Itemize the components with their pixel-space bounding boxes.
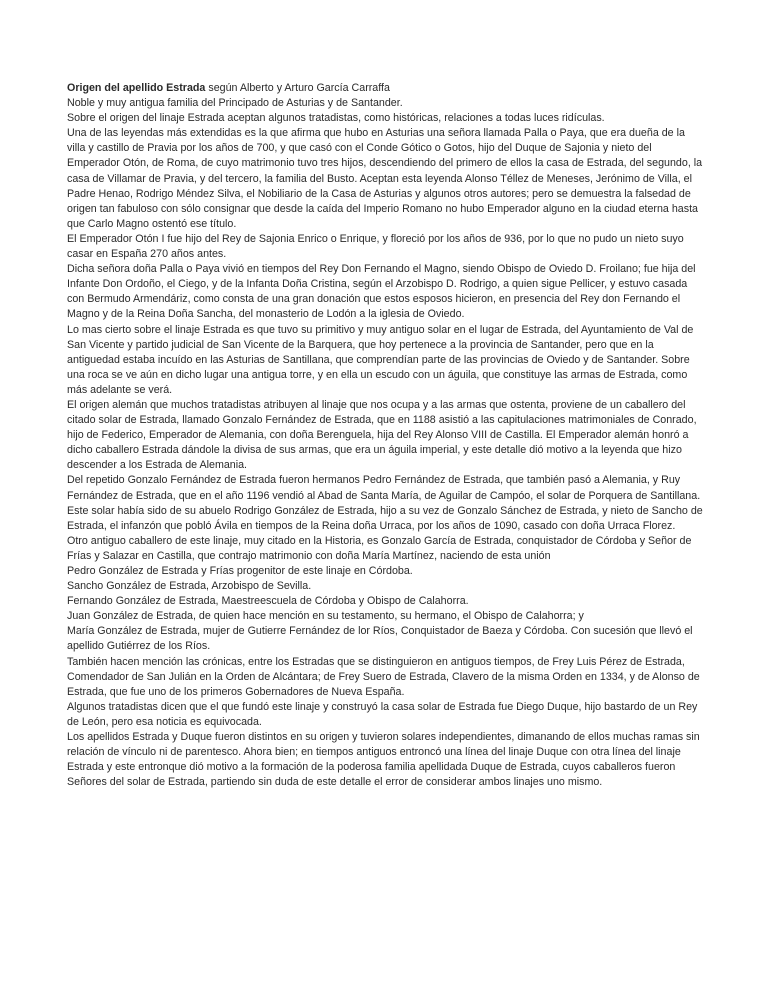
paragraph: Fernando González de Estrada, Maestreescuela de Córdoba y Obispo de Calahorra.: [67, 595, 469, 608]
document-heading: [67, 81, 703, 96]
paragraph: También hacen mención las crónicas, entre los Estradas que se distinguieron en antiguos tiempos, de Frey Luis Pérez de Estrada, Comendador de San Julián en la Orden de Alcántara; de Frey Suero de Estrada, Clavero de la misma Orden en 1334, y de Alonso de Estrada, que fue uno de los primeros Gobernadores de Nueva España.: [67, 655, 700, 698]
paragraph: Del repetido Gonzalo Fernández de Estrada fueron hermanos Pedro Fernández de Estrada, que también pasó a Alemania, y Ruy Fernández de Estrada, que en el año 1196 vendió al Abad de Santa María, de Aguilar de Campóo, el solar de Porquera de Santillana. Este solar había sido de su abuelo Rodrigo González de Estrada, hijo a su vez de Gonzalo Sánchez de Estrada, y nieto de Sancho de Estrada, el infanzón que pobló Ávila en tiempos de la Reina doña Urraca, por los años de 1090, casado con doña Urraca Florez.: [67, 474, 703, 532]
paragraph: Dicha señora doña Palla o Paya vivió en tiempos del Rey Don Fernando el Magno, siendo Obispo de Oviedo D. Froilano; fue hija del Infante Don Ordoño, el Ciego, y de la Infanta Doña Cristina, según el Arzobispo D. Rodrigo, a quien sigue Pellicer, y estuvo casada con Bermudo Armendáriz, como consta de una gran donación que estos esposos hicieron, en presencia del Rey don Fernando el Magno y de la Reina Doña Sancha, del monasterio de Lodón a la iglesia de Oviedo.: [67, 263, 696, 321]
paragraph: Sancho González de Estrada, Arzobispo de Sevilla.: [67, 580, 312, 593]
paragraph: María González de Estrada, mujer de Gutierre Fernández de lor Ríos, Conquistador de Baeza y Córdoba. Con sucesión que llevó el apellido Gutiérrez de los Ríos.: [67, 625, 693, 653]
paragraph: Lo mas cierto sobre el linaje Estrada es que tuvo su primitivo y muy antiguo solar en el lugar de Estrada, del Ayuntamiento de Val de San Vicente y partido judicial de San Vicente de la Barquera, que hoy pertenece a la provincia de Santander, pero que en la antiguedad estaba incuído en las Asturias de Santillana, que comprendían parte de las provincias de Oviedo y de Santander. Sobre una roca se ve aún en dicho lugar una antigua torre, y en ella un escudo con un águila, que constituye las armas de Estrada, como más adelante se verá.: [67, 323, 694, 396]
paragraph: Juan González de Estrada, de quien hace mención en su testamento, su hermano, el Obispo de Calahorra; y: [67, 610, 584, 623]
paragraph: El origen alemán que muchos tratadistas atribuyen al linaje que nos ocupa y a las armas que ostenta, proviene de un caballero del citado solar de Estrada, llamado Gonzalo Fernández de Estrada, que en 1188 asistió a las capitulaciones matrimoniales de Conrado, hijo de Federico, Emperador de Alemania, con doña Berenguela, hija del Rey Alonso VIII de Castilla. El Emperador alemán honró a dicho caballero Estrada dándole la divisa de sus armas, que era un águila imperial, y este detalle dió motivo a la leyenda que hizo descender a los Estrada de Alemania.: [67, 398, 697, 472]
paragraph: El Emperador Otón I fue hijo del Rey de Sajonia Enrico o Enrique, y floreció por los años de 936, por lo que no pudo un nieto suyo casar en España 270 años antes.: [67, 232, 684, 261]
paragraph: Sobre el origen del linaje Estrada aceptan algunos tratadistas, como históricas, relaciones a todas luces ridículas.: [67, 112, 605, 125]
heading-attribution: según Alberto y Arturo García Carraffa: [205, 82, 390, 94]
paragraph: Algunos tratadistas dicen que el que fundó este linaje y construyó la casa solar de Estrada fue Diego Duque, hijo bastardo de un Rey de León, pero esa noticia es equivocada.: [67, 700, 698, 728]
paragraph: Pedro González de Estrada y Frías progenitor de este linaje en Córdoba.: [67, 565, 413, 577]
paragraph: Una de las leyendas más extendidas es la que afirma que hubo en Asturias una señora llamada Palla o Paya, que era dueña de la villa y castillo de Pravia por los años de 700, y que casó con el Conde Gótico o Gotos, hijo del Duque de Sajonia y nieto del Emperador Otón, de Roma, de cuyo matrimonio tuvo tres hijos, descendiendo del primero de ellos la casa de Estrada, del segundo, la casa de Villamar de Pravia, y del tercero, la familia del Busto. Aceptan esta leyenda Alonso Téllez de Meneses, Jerónimo de Villa, el Padre Henao, Rodrigo Méndez Silva, el Nobiliario de la Casa de Asturias y algunos otros autores; pero se demuestra la falsedad de origen tan fabuloso con sólo consignar que desde la caída del Imperio Romano no hubo Emperador alguno en la ciudad eterna hasta que Carlo Magno ostentó ese título.: [67, 127, 703, 230]
paragraph: Otro antiguo caballero de este linaje, muy citado en la Historia, es Gonzalo García de Estrada, conquistador de Córdoba y Señor de Frías y Salazar en Castilla, que contrajo matrimonio con doña María Martínez, naciendo de esta unión: [67, 534, 692, 562]
heading-bold-title: Origen del apellido Estrada: [67, 82, 206, 94]
paragraph: Noble y muy antigua familia del Principado de Asturias y de Santander.: [67, 97, 403, 110]
document-body: [67, 81, 703, 790]
paragraph: Los apellidos Estrada y Duque fueron distintos en su origen y tuvieron solares independientes, dimanando de ellos muchas ramas sin relación de vínculo ni de parentesco. Ahora bien; en tiempos antiguos entroncó una línea del linaje Duque con otra línea del linaje Estrada y este entronque dió motivo a la formación de la poderosa familia apellidada Duque de Estrada, cuyos caballeros fueron Señores del solar de Estrada, partiendo sin duda de este detalle el error de considerar ambos linajes uno mismo.: [67, 731, 700, 789]
